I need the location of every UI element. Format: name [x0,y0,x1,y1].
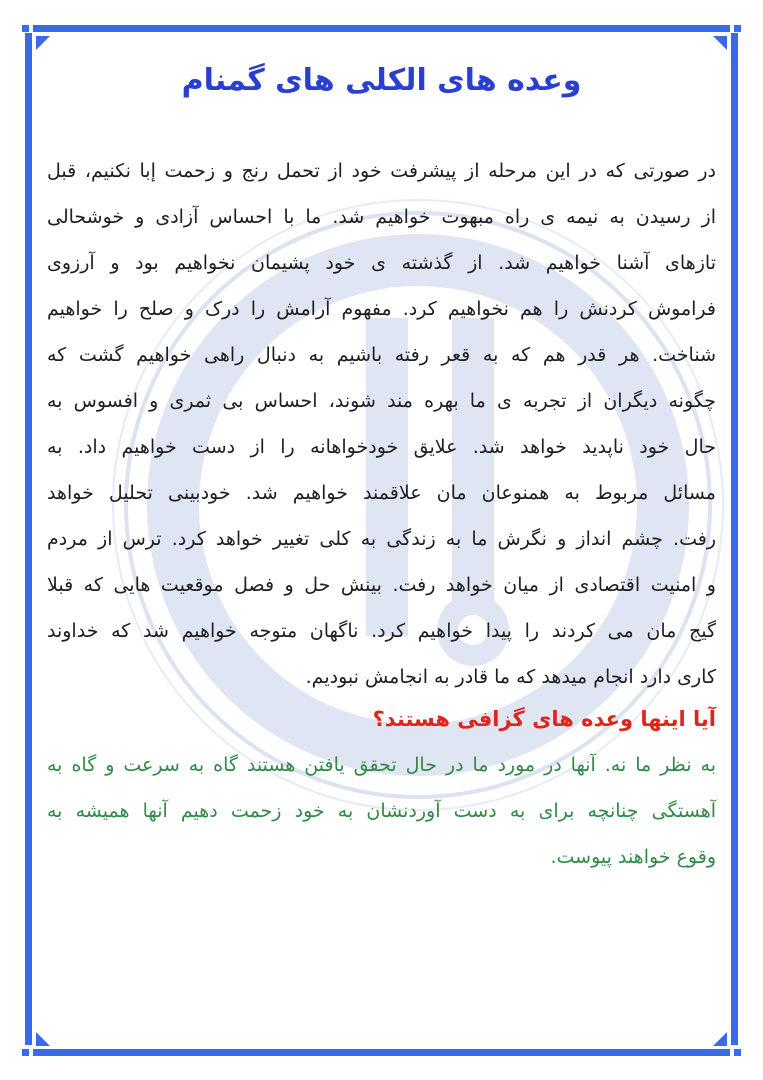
body-text-line: شناخت. هر قدر هم که به قعر رفته باشیم به دنبال راهی خواهیم گشت که [47,344,716,366]
body-text-line: گیج مان می کردند را پیدا خواهیم کرد. ناگهان متوجه خواهیم شد که خداوند [47,620,716,642]
body-text-line: از رسیدن به نیمه ی راه مبهوت خواهیم شد. ما با احساس آزادی و خوشحالی [47,206,716,228]
answer-text-line: وقوع خواهند پیوست. [550,846,716,868]
question-heading: آیا اینها وعده های گزافی هستند؟ [372,707,716,731]
body-text-line: رفت. چشم انداز و نگرش ما به زندگی به کلی تغییر خواهد کرد. ترس از مردم [47,528,716,550]
answer-text-line: آهستگی چنانچه برای به دست آوردنشان به خود زحمت دهیم آنها همیشه به [47,800,716,822]
body-text-line: و امنیت اقتصادی از میان خواهد رفت. بینش حل و فصل موقعیت هایی که قبلا [47,574,716,596]
body-text-line: فراموش کردنش را هم نخواهیم کرد. مفهوم آرامش را درک و صلح را خواهیم [47,298,716,320]
body-text-line: تازهای آشنا خواهیم شد. از گذشته ی خود پشیمان نخواهیم بود و آرزوی [47,252,716,274]
body-paragraph [47,148,716,700]
page-title: وعده های الکلی های گمنام [181,63,582,98]
body-text-line: مسائل مربوط به همنوعان مان علاقمند خواهیم شد. خودبینی تحلیل خواهد [47,482,716,504]
body-text-line: چگونه دیگران از تجربه ی ما بهره مند شوند، احساس بی ثمری و افسوس به [47,390,716,412]
answer-text-line: به نظر ما نه. آنها در مورد ما در حال تحقق یافتن هستند گاه به سرعت و گاه به [47,754,716,776]
body-text-line: در صورتی که در این مرحله از پیشرفت خود از تحمل رنج و زحمت إبا نکنیم، قبل [47,160,716,182]
body-text-line: حال خود ناپدید خواهد شد. علایق خودخواهانه را از دست خواهیم داد. به [47,436,716,458]
body-text-line: کاری دارد انجام میدهد که ما قادر به انجامش نبودیم. [305,666,716,688]
answer-paragraph [47,742,716,880]
